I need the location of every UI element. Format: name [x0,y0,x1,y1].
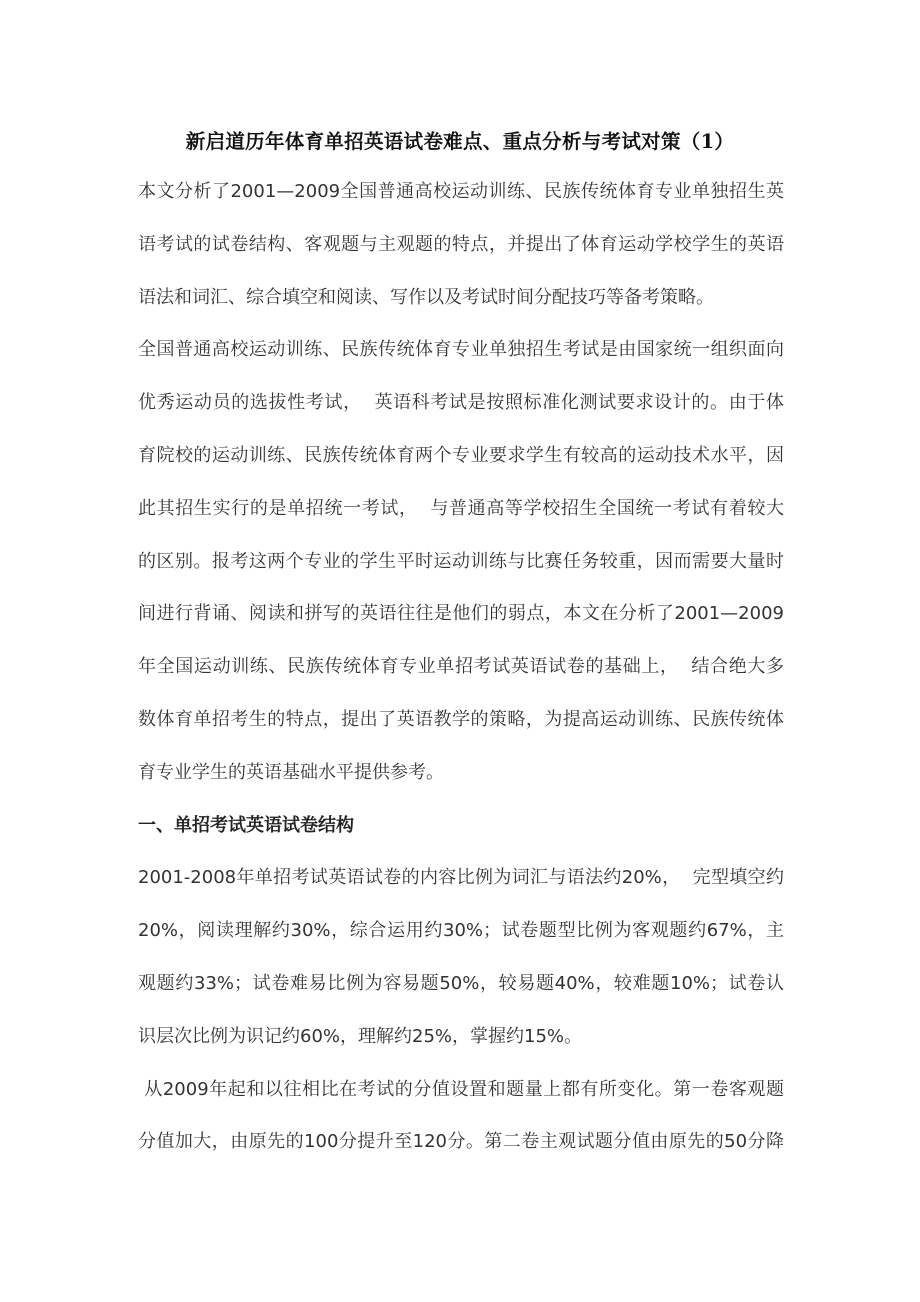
document-body [138,178,784,1181]
paragraph-line: 语考试的试卷结构、客观题与主观题的特点，并提出了体育运动学校学生的英语 [138,233,784,255]
document-title: 新启道历年体育单招英语试卷难点、重点分析与考试对策（1） [185,130,735,153]
paragraph-line: 优秀运动员的选拔性考试， 英语科考试是按照标准化测试要求设计的。由于体 [138,392,784,414]
paragraph-line: 20%，阅读理解约30%，综合运用约30%；试卷题型比例为客观题约67%，主 [138,920,784,942]
paragraph-line: 年全国运动训练、民族传统体育专业单招考试英语试卷的基础上， 结合绝大多 [138,656,784,678]
paragraph-line: 此其招生实行的是单招统一考试， 与普通高等学校招生全国统一考试有着较大 [138,497,784,519]
paragraph-line: 分值加大，由原先的100分提升至120分。第二卷主观试题分值由原先的50分降 [138,1131,784,1153]
paragraph-line: 的区别。报考这两个专业的学生平时运动训练与比赛任务较重，因而需要大量时 [138,550,784,572]
paragraph-line: 观题约33%；试卷难易比例为容易题50%，较易题40%，较难题10%；试卷认 [138,972,784,994]
paragraph-line: 从2009年起和以往相比在考试的分值设置和题量上都有所变化。第一卷客观题 [138,1078,784,1100]
paragraph-line: 2001-2008年单招考试英语试卷的内容比例为词汇与语法约20%， 完型填空约 [138,867,784,889]
section-heading: 一、单招考试英语试卷结构 [138,814,354,836]
paragraph-line: 语法和词汇、综合填空和阅读、写作以及考试时间分配技巧等备考策略。 [138,286,714,308]
paragraph-line: 本文分析了2001—2009全国普通高校运动训练、民族传统体育专业单独招生英 [138,181,784,202]
paragraph-line: 育专业学生的英语基础水平提供参考。 [138,761,444,783]
paragraph-line: 育院校的运动训练、民族传统体育两个专业要求学生有较高的运动技术水平，因 [138,444,784,466]
paragraph-line: 间进行背诵、阅读和拼写的英语往往是他们的弱点，本文在分析了2001—2009 [138,603,784,625]
paragraph-line: 识层次比例为识记约60%，理解约25%，掌握约15%。 [138,1025,583,1047]
paragraph-line: 全国普通高校运动训练、民族传统体育专业单独招生考试是由国家统一组织面向 [138,339,784,361]
paragraph-line: 数体育单招考生的特点，提出了英语教学的策略，为提高运动训练、民族传统体 [138,708,784,730]
